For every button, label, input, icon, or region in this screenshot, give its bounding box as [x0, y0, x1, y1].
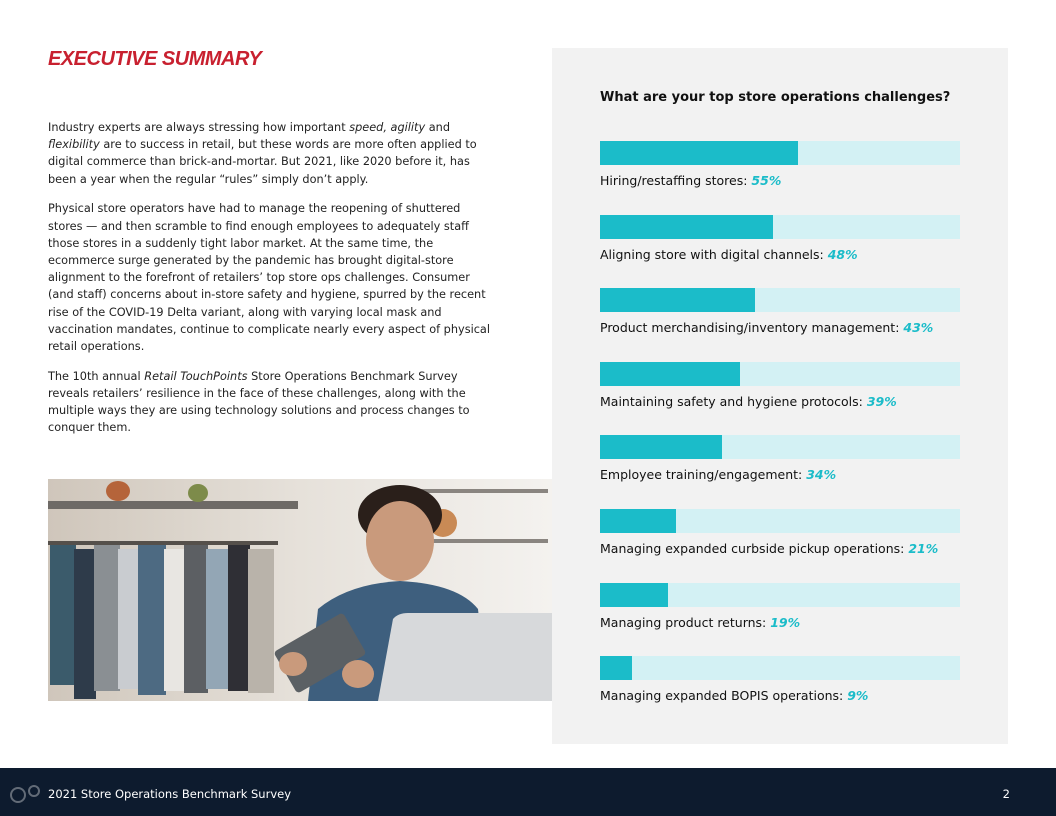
bar-track: [600, 435, 960, 459]
bar: [600, 141, 798, 165]
bar: [600, 435, 722, 459]
chart-title: What are your top store operations challenges?: [600, 90, 951, 105]
bar-item: [600, 288, 960, 348]
bar-value-label: 39%: [866, 393, 897, 409]
bar-label: [600, 615, 800, 630]
bar-category-label: Aligning store with digital channels:: [600, 246, 828, 262]
watermark-logo-icon: [8, 780, 48, 810]
bar-value-label: 34%: [806, 467, 837, 483]
bar-category-label: Employee training/engagement:: [600, 467, 807, 483]
footer: [0, 768, 1056, 816]
bar-item: [600, 509, 960, 569]
bar-track: [600, 215, 960, 239]
bar-value-label: 55%: [751, 173, 782, 188]
bar: [600, 583, 668, 607]
paragraph-3: The 10th annual Retail TouchPoints Store Operations Benchmark Survey reveals retailers’ resilience in the face of these challenges, along with the multiple ways they are using technology solutions and process changes to conquer them.: [48, 369, 470, 435]
bar-category-label: Product merchandising/inventory management:: [600, 320, 904, 336]
bar-track: [600, 509, 960, 533]
bar: [600, 215, 773, 239]
bar-value-label: 43%: [903, 320, 934, 336]
paragraph-2: Physical store operators have had to manage the reopening of shuttered stores — and then scramble to find enough employees to adequately staff those stores in a suddenly tight labor market. At the same time, the ecommerce surge generated by the pandemic has brought digital-store alignment to the forefront of retailers’ top store ops challenges. Consumer (and staff) concerns about in-store safety and hygiene, spurred by the recent rise of the COVID-19 Delta variant, along with varying local mask and vaccination mandates, continue to complicate nearly every aspect of physical retail operations.: [48, 202, 490, 354]
paragraph-1: Industry experts are always stressing how important speed, agility and flexibility are to success in retail, but these words are more often applied to digital commerce than brick-and-mortar. But 2021, like 2020 before it, has been a year when the regular “rules” simply don’t apply.: [48, 121, 477, 186]
bar-track: [600, 362, 960, 386]
challenges-panel: [552, 48, 1008, 744]
bar-label: [600, 247, 858, 262]
bar-category-label: Hiring/restaffing stores:: [600, 173, 752, 188]
bar-item: [600, 435, 960, 495]
bar-value-label: 48%: [827, 246, 858, 262]
page-number: 2: [1002, 787, 1010, 801]
footer-title: 2021 Store Operations Benchmark Survey: [48, 787, 292, 801]
bar-category-label: Managing product returns:: [600, 614, 771, 630]
bar-category-label: Managing expanded BOPIS operations:: [600, 688, 848, 704]
bar-item: [600, 215, 960, 275]
bar-label: [600, 394, 897, 409]
body-text: [48, 119, 494, 449]
bar-track: [600, 141, 960, 165]
bar-track: [600, 288, 960, 312]
bar-value-label: 9%: [847, 688, 869, 704]
bar-label: [600, 467, 836, 482]
bar: [600, 509, 676, 533]
bar: [600, 288, 755, 312]
store-photo-illustration: [48, 479, 552, 701]
bar-label: [600, 320, 933, 335]
bar-label: [600, 173, 781, 188]
bar-category-label: Managing expanded curbside pickup operations:: [600, 541, 909, 556]
bar-item: [600, 656, 960, 716]
bar-item: [600, 141, 960, 201]
bar-track: [600, 656, 960, 680]
bar-track: [600, 583, 960, 607]
bar-label: [600, 688, 868, 703]
bar-item: [600, 362, 960, 422]
bar-item: [600, 583, 960, 643]
bar-value-label: 19%: [770, 614, 801, 630]
bar-label: [600, 541, 938, 556]
bar: [600, 656, 632, 680]
bar: [600, 362, 740, 386]
store-photo: [48, 479, 552, 701]
bar-value-label: 21%: [908, 541, 939, 556]
bar-category-label: Maintaining safety and hygiene protocols:: [600, 393, 867, 409]
page-heading: EXECUTIVE SUMMARY: [48, 48, 262, 70]
